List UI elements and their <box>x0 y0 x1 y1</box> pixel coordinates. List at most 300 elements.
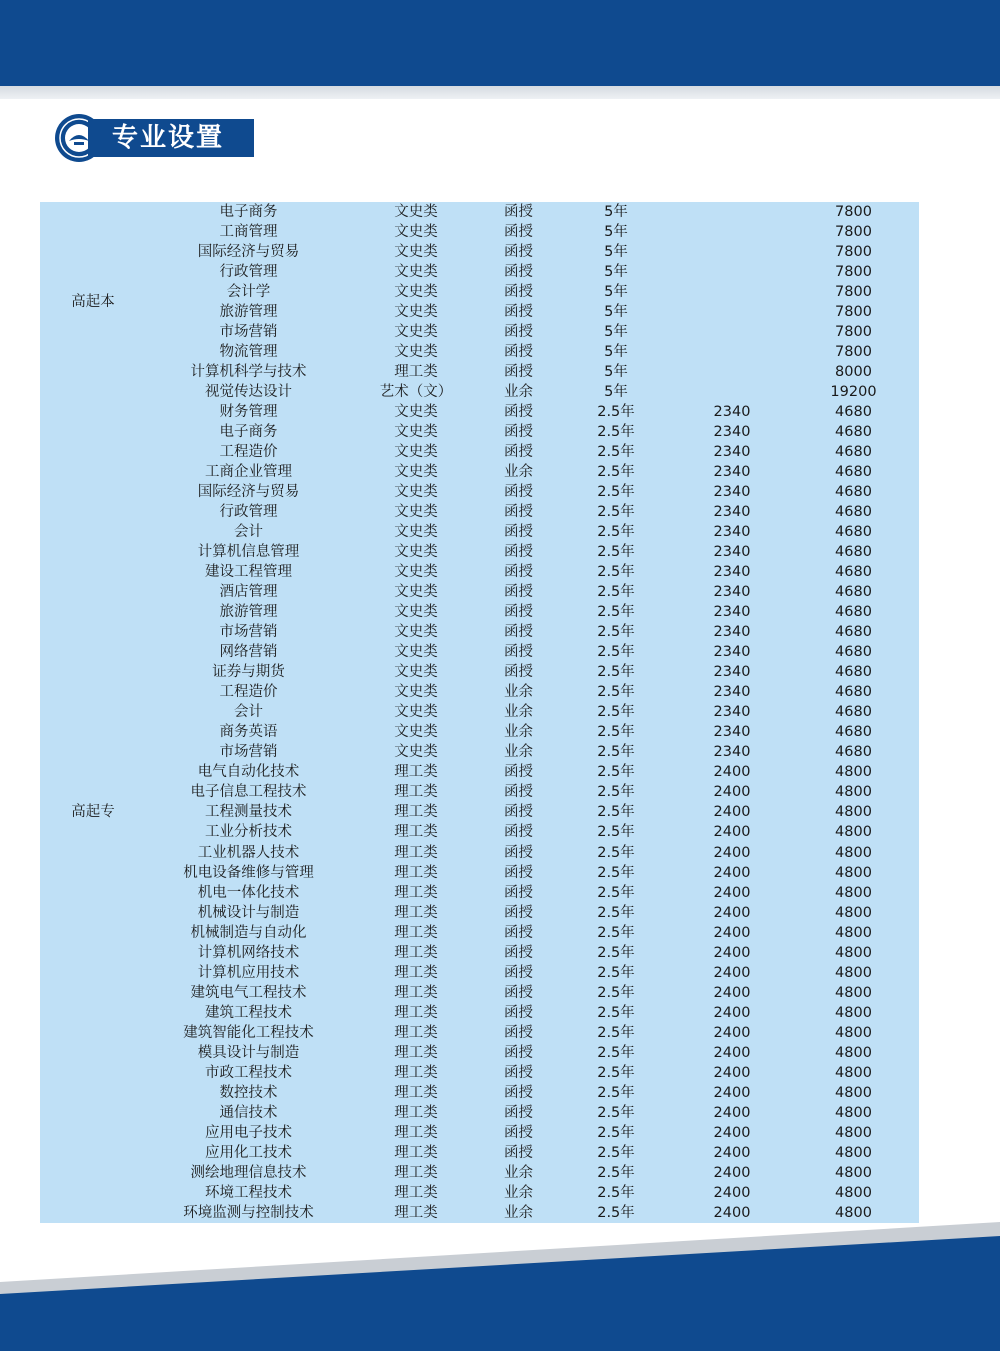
major-name: 机械设计与制造 <box>197 904 300 921</box>
fee-per-year: 2340 <box>713 464 751 481</box>
table-row <box>40 422 919 442</box>
table-row <box>40 342 919 362</box>
duration: 2.5年 <box>597 464 635 481</box>
fee-per-year: 2340 <box>713 744 751 761</box>
fee-per-year <box>676 222 788 242</box>
fee-total: 4800 <box>835 1104 872 1121</box>
fee-total: 4680 <box>835 604 872 621</box>
table-row <box>40 903 919 923</box>
fee-per-year: 2340 <box>713 484 751 501</box>
major-name: 电子商务 <box>219 204 278 220</box>
major-name: 电子商务 <box>219 424 278 441</box>
major-name: 数控技术 <box>219 1084 278 1101</box>
duration: 2.5年 <box>597 1124 635 1141</box>
study-mode: 函授 <box>504 824 533 841</box>
category: 文史类 <box>394 544 438 561</box>
fee-total: 4680 <box>835 444 872 461</box>
fee-per-year: 2400 <box>713 1204 751 1221</box>
duration: 5年 <box>604 324 628 341</box>
fee-per-year: 2340 <box>713 664 751 681</box>
study-mode: 函授 <box>504 644 533 661</box>
fee-per-year: 2340 <box>713 544 751 561</box>
fee-per-year <box>676 202 788 222</box>
fee-per-year: 2400 <box>713 904 751 921</box>
fee-total: 4800 <box>835 1184 872 1201</box>
duration: 2.5年 <box>597 584 635 601</box>
major-name: 工商企业管理 <box>205 464 292 481</box>
table-row <box>40 582 919 602</box>
major-name: 行政管理 <box>219 504 278 521</box>
fee-per-year: 2400 <box>713 784 751 801</box>
table-row <box>40 1023 919 1043</box>
table-row <box>40 983 919 1003</box>
fee-total: 4800 <box>835 784 872 801</box>
duration: 2.5年 <box>597 1004 635 1021</box>
major-name: 机械制造与自动化 <box>190 924 307 941</box>
study-mode: 函授 <box>504 304 533 321</box>
study-mode: 函授 <box>504 1124 533 1141</box>
fee-per-year: 2340 <box>713 504 751 521</box>
fee-per-year <box>676 342 788 362</box>
major-name: 环境工程技术 <box>205 1184 292 1201</box>
fee-per-year: 2400 <box>713 1084 751 1101</box>
table-row <box>40 883 919 903</box>
study-mode: 函授 <box>504 984 533 1001</box>
fee-total: 4680 <box>835 524 872 541</box>
duration: 2.5年 <box>597 864 635 881</box>
major-name: 建设工程管理 <box>205 564 292 581</box>
duration: 2.5年 <box>597 764 635 781</box>
fee-total: 4680 <box>835 424 872 441</box>
table-row <box>40 1043 919 1063</box>
major-name: 会计学 <box>226 284 271 301</box>
duration: 2.5年 <box>597 704 635 721</box>
fee-per-year: 2400 <box>713 804 751 821</box>
study-mode: 业余 <box>504 1164 533 1181</box>
fee-total: 4800 <box>835 1164 872 1181</box>
fee-total: 4680 <box>835 484 872 501</box>
table-row <box>40 262 919 282</box>
duration: 2.5年 <box>597 1164 635 1181</box>
fee-total: 4680 <box>835 544 872 561</box>
category: 文史类 <box>394 704 438 721</box>
study-mode: 函授 <box>504 504 533 521</box>
fee-per-year: 2340 <box>713 584 751 601</box>
fee-total: 4800 <box>835 1044 872 1061</box>
category: 文史类 <box>394 304 438 321</box>
table-row <box>40 863 919 883</box>
fee-per-year: 2400 <box>713 1064 751 1081</box>
fee-per-year: 2340 <box>713 424 751 441</box>
table-row <box>40 762 919 782</box>
fee-total: 4800 <box>835 964 872 981</box>
header-band <box>0 0 1000 86</box>
category: 理工类 <box>394 904 438 921</box>
table-row <box>40 1083 919 1103</box>
fee-total: 8000 <box>835 364 872 381</box>
category: 文史类 <box>394 284 438 301</box>
table-row <box>40 963 919 983</box>
fee-per-year: 2340 <box>713 404 751 421</box>
table-row <box>40 602 919 622</box>
major-name: 计算机信息管理 <box>197 544 300 561</box>
study-mode: 函授 <box>504 1044 533 1061</box>
fee-total: 7800 <box>835 224 872 241</box>
fee-total: 4800 <box>835 824 872 841</box>
table-row <box>40 1063 919 1083</box>
fee-total: 4680 <box>835 744 872 761</box>
major-name: 国际经济与贸易 <box>197 244 300 261</box>
study-mode: 函授 <box>504 1024 533 1041</box>
duration: 2.5年 <box>597 1184 635 1201</box>
duration: 2.5年 <box>597 484 635 501</box>
fee-per-year: 2400 <box>713 864 751 881</box>
category: 文史类 <box>394 744 438 761</box>
table-row <box>40 382 919 402</box>
table-row <box>40 702 919 722</box>
table-row <box>40 362 919 382</box>
fee-per-year: 2400 <box>713 1164 751 1181</box>
category: 文史类 <box>394 344 438 361</box>
table-row <box>40 1123 919 1143</box>
study-mode: 函授 <box>504 904 533 921</box>
duration: 2.5年 <box>597 844 635 861</box>
fee-total: 19200 <box>830 384 877 401</box>
duration: 2.5年 <box>597 804 635 821</box>
level-label: 高起本 <box>71 294 115 311</box>
table-row <box>40 722 919 742</box>
major-name: 机电一体化技术 <box>197 884 300 901</box>
table-row <box>40 642 919 662</box>
fee-per-year <box>676 282 788 302</box>
fee-per-year: 2400 <box>713 944 751 961</box>
duration: 2.5年 <box>597 1144 635 1161</box>
major-name: 物流管理 <box>219 344 278 361</box>
duration: 2.5年 <box>597 444 635 461</box>
major-name: 旅游管理 <box>219 604 278 621</box>
fee-total: 4800 <box>835 924 872 941</box>
study-mode: 函授 <box>504 364 533 381</box>
category: 理工类 <box>394 804 438 821</box>
study-mode: 函授 <box>504 264 533 281</box>
study-mode: 函授 <box>504 484 533 501</box>
fee-total: 4800 <box>835 984 872 1001</box>
duration: 2.5年 <box>597 1084 635 1101</box>
fee-total: 4800 <box>835 944 872 961</box>
major-name: 计算机科学与技术 <box>190 364 307 381</box>
category: 理工类 <box>394 984 438 1001</box>
category: 文史类 <box>394 204 438 220</box>
fee-total: 4680 <box>835 624 872 641</box>
study-mode: 函授 <box>504 964 533 981</box>
major-name: 证券与期货 <box>212 664 285 681</box>
major-name: 会计 <box>234 704 263 721</box>
fee-per-year <box>676 382 788 402</box>
study-mode: 函授 <box>504 764 533 781</box>
category: 文史类 <box>394 464 438 481</box>
fee-per-year: 2340 <box>713 644 751 661</box>
table-row <box>40 662 919 682</box>
duration: 5年 <box>604 284 628 301</box>
major-name: 建筑智能化工程技术 <box>183 1024 314 1041</box>
table-row <box>40 923 919 943</box>
category: 文史类 <box>394 684 438 701</box>
category: 文史类 <box>394 604 438 621</box>
level-label: 高起专 <box>71 804 115 821</box>
fee-total: 4680 <box>835 664 872 681</box>
category: 理工类 <box>394 824 438 841</box>
major-name: 应用电子技术 <box>205 1124 292 1141</box>
duration: 2.5年 <box>597 604 635 621</box>
fee-per-year: 2340 <box>713 604 751 621</box>
duration: 5年 <box>604 244 628 261</box>
study-mode: 函授 <box>504 664 533 681</box>
major-name: 视觉传达设计 <box>205 384 292 401</box>
fee-total: 7800 <box>835 324 872 341</box>
major-name: 市场营销 <box>219 624 278 641</box>
table-row <box>40 242 919 262</box>
duration: 2.5年 <box>597 1024 635 1041</box>
study-mode: 业余 <box>504 724 533 741</box>
category: 理工类 <box>394 1084 438 1101</box>
fee-per-year: 2400 <box>713 824 751 841</box>
fee-total: 4800 <box>835 1004 872 1021</box>
category: 理工类 <box>394 1024 438 1041</box>
fee-per-year: 2340 <box>713 624 751 641</box>
table-row <box>40 302 919 322</box>
study-mode: 函授 <box>504 344 533 361</box>
major-name: 建筑电气工程技术 <box>190 984 307 1001</box>
fee-total: 4800 <box>835 864 872 881</box>
duration: 2.5年 <box>597 504 635 521</box>
duration: 2.5年 <box>597 744 635 761</box>
duration: 5年 <box>604 364 628 381</box>
duration: 2.5年 <box>597 984 635 1001</box>
category: 文史类 <box>394 424 438 441</box>
major-name: 计算机网络技术 <box>197 944 300 961</box>
study-mode: 函授 <box>504 924 533 941</box>
major-name: 酒店管理 <box>219 584 278 601</box>
duration: 2.5年 <box>597 824 635 841</box>
major-name: 通信技术 <box>219 1104 278 1121</box>
category: 理工类 <box>394 1144 438 1161</box>
duration: 5年 <box>604 304 628 321</box>
major-name: 财务管理 <box>219 404 278 421</box>
table-row <box>40 1103 919 1123</box>
fee-total: 4800 <box>835 804 872 821</box>
study-mode: 函授 <box>504 604 533 621</box>
fee-total: 7800 <box>835 344 872 361</box>
fee-total: 4800 <box>835 1064 872 1081</box>
table-row <box>40 502 919 522</box>
study-mode: 函授 <box>504 844 533 861</box>
fee-per-year <box>676 242 788 262</box>
duration: 5年 <box>604 344 628 361</box>
fee-total: 4680 <box>835 464 872 481</box>
category: 理工类 <box>394 924 438 941</box>
table-row <box>40 742 919 762</box>
study-mode: 业余 <box>504 704 533 721</box>
duration: 2.5年 <box>597 784 635 801</box>
study-mode: 函授 <box>504 804 533 821</box>
category: 文史类 <box>394 644 438 661</box>
category: 文史类 <box>394 244 438 261</box>
study-mode: 函授 <box>504 1004 533 1021</box>
category: 理工类 <box>394 1064 438 1081</box>
major-name: 建筑工程技术 <box>205 1004 292 1021</box>
table-row <box>40 562 919 582</box>
fee-total: 4680 <box>835 684 872 701</box>
category: 文史类 <box>394 524 438 541</box>
major-name: 旅游管理 <box>219 304 278 321</box>
major-name: 国际经济与贸易 <box>197 484 300 501</box>
study-mode: 函授 <box>504 784 533 801</box>
table-row <box>40 622 919 642</box>
fee-per-year: 2400 <box>713 884 751 901</box>
major-name: 应用化工技术 <box>205 1144 292 1161</box>
fee-per-year: 2400 <box>713 764 751 781</box>
study-mode: 函授 <box>504 424 533 441</box>
fee-total: 4800 <box>835 844 872 861</box>
category: 理工类 <box>394 1044 438 1061</box>
table-row <box>40 782 919 802</box>
duration: 2.5年 <box>597 644 635 661</box>
fee-total: 4800 <box>835 1084 872 1101</box>
duration: 2.5年 <box>597 884 635 901</box>
category: 文史类 <box>394 324 438 341</box>
table-row <box>40 943 919 963</box>
study-mode: 函授 <box>504 584 533 601</box>
fee-total: 4800 <box>835 1124 872 1141</box>
major-name: 电子信息工程技术 <box>190 784 307 801</box>
study-mode: 函授 <box>504 524 533 541</box>
table-row <box>40 402 919 422</box>
table-row <box>40 282 919 302</box>
category: 理工类 <box>394 864 438 881</box>
table-row <box>40 1203 919 1223</box>
table-row <box>40 1163 919 1183</box>
study-mode: 函授 <box>504 1064 533 1081</box>
table-row <box>40 1183 919 1203</box>
fee-per-year: 2400 <box>713 924 751 941</box>
major-name: 工业机器人技术 <box>197 844 300 861</box>
major-name: 市场营销 <box>219 744 278 761</box>
duration: 2.5年 <box>597 1104 635 1121</box>
duration: 2.5年 <box>597 404 635 421</box>
study-mode: 函授 <box>504 324 533 341</box>
fee-total: 4680 <box>835 644 872 661</box>
table-row <box>40 462 919 482</box>
table-row <box>40 822 919 842</box>
category: 文史类 <box>394 264 438 281</box>
fee-per-year: 2340 <box>713 724 751 741</box>
fee-per-year: 2400 <box>713 964 751 981</box>
category: 理工类 <box>394 1104 438 1121</box>
fee-total: 4800 <box>835 1204 872 1221</box>
major-name: 环境监测与控制技术 <box>183 1204 314 1221</box>
duration: 2.5年 <box>597 724 635 741</box>
duration: 5年 <box>604 384 628 401</box>
duration: 2.5年 <box>597 904 635 921</box>
category: 文史类 <box>394 724 438 741</box>
fee-total: 4680 <box>835 404 872 421</box>
fee-total: 7800 <box>835 284 872 301</box>
fee-total: 4680 <box>835 724 872 741</box>
major-name: 模具设计与制造 <box>197 1044 300 1061</box>
major-name: 工程造价 <box>219 684 278 701</box>
fee-total: 4680 <box>835 504 872 521</box>
duration: 2.5年 <box>597 1044 635 1061</box>
fee-per-year: 2400 <box>713 1124 751 1141</box>
study-mode: 函授 <box>504 564 533 581</box>
category: 理工类 <box>394 364 438 381</box>
study-mode: 函授 <box>504 284 533 301</box>
major-name: 商务英语 <box>219 724 278 741</box>
duration: 2.5年 <box>597 924 635 941</box>
duration: 2.5年 <box>597 944 635 961</box>
table-row <box>40 442 919 462</box>
fee-per-year: 2400 <box>713 1144 751 1161</box>
category: 理工类 <box>394 1184 438 1201</box>
category: 文史类 <box>394 504 438 521</box>
major-name: 行政管理 <box>219 264 278 281</box>
fee-per-year: 2400 <box>713 1104 751 1121</box>
fee-total: 7800 <box>835 264 872 281</box>
study-mode: 函授 <box>504 884 533 901</box>
fee-total: 4800 <box>835 764 872 781</box>
category: 理工类 <box>394 1164 438 1181</box>
table-row <box>40 202 919 222</box>
major-name: 测绘地理信息技术 <box>190 1164 307 1181</box>
study-mode: 业余 <box>504 1204 533 1221</box>
fee-total: 4680 <box>835 704 872 721</box>
fee-total: 7800 <box>835 204 872 220</box>
study-mode: 业余 <box>504 744 533 761</box>
fee-total: 7800 <box>835 304 872 321</box>
study-mode: 业余 <box>504 684 533 701</box>
study-mode: 函授 <box>504 244 533 261</box>
fee-per-year <box>676 262 788 282</box>
fee-per-year <box>676 302 788 322</box>
major-name: 电气自动化技术 <box>197 764 300 781</box>
major-name: 会计 <box>234 524 263 541</box>
category: 文史类 <box>394 444 438 461</box>
category: 理工类 <box>394 964 438 981</box>
table-row <box>40 802 919 822</box>
study-mode: 函授 <box>504 204 533 220</box>
fee-per-year: 2400 <box>713 1024 751 1041</box>
category: 艺术（文） <box>379 384 453 401</box>
table-row <box>40 322 919 342</box>
duration: 2.5年 <box>597 544 635 561</box>
duration: 5年 <box>604 264 628 281</box>
duration: 2.5年 <box>597 564 635 581</box>
fee-per-year: 2400 <box>713 1044 751 1061</box>
study-mode: 函授 <box>504 224 533 241</box>
category: 理工类 <box>394 884 438 901</box>
category: 文史类 <box>394 624 438 641</box>
category: 理工类 <box>394 1124 438 1141</box>
category: 理工类 <box>394 944 438 961</box>
category: 理工类 <box>394 764 438 781</box>
duration: 2.5年 <box>597 1204 635 1221</box>
category: 理工类 <box>394 784 438 801</box>
duration: 2.5年 <box>597 524 635 541</box>
category: 文史类 <box>394 664 438 681</box>
category: 理工类 <box>394 1004 438 1021</box>
study-mode: 函授 <box>504 1144 533 1161</box>
study-mode: 函授 <box>504 944 533 961</box>
